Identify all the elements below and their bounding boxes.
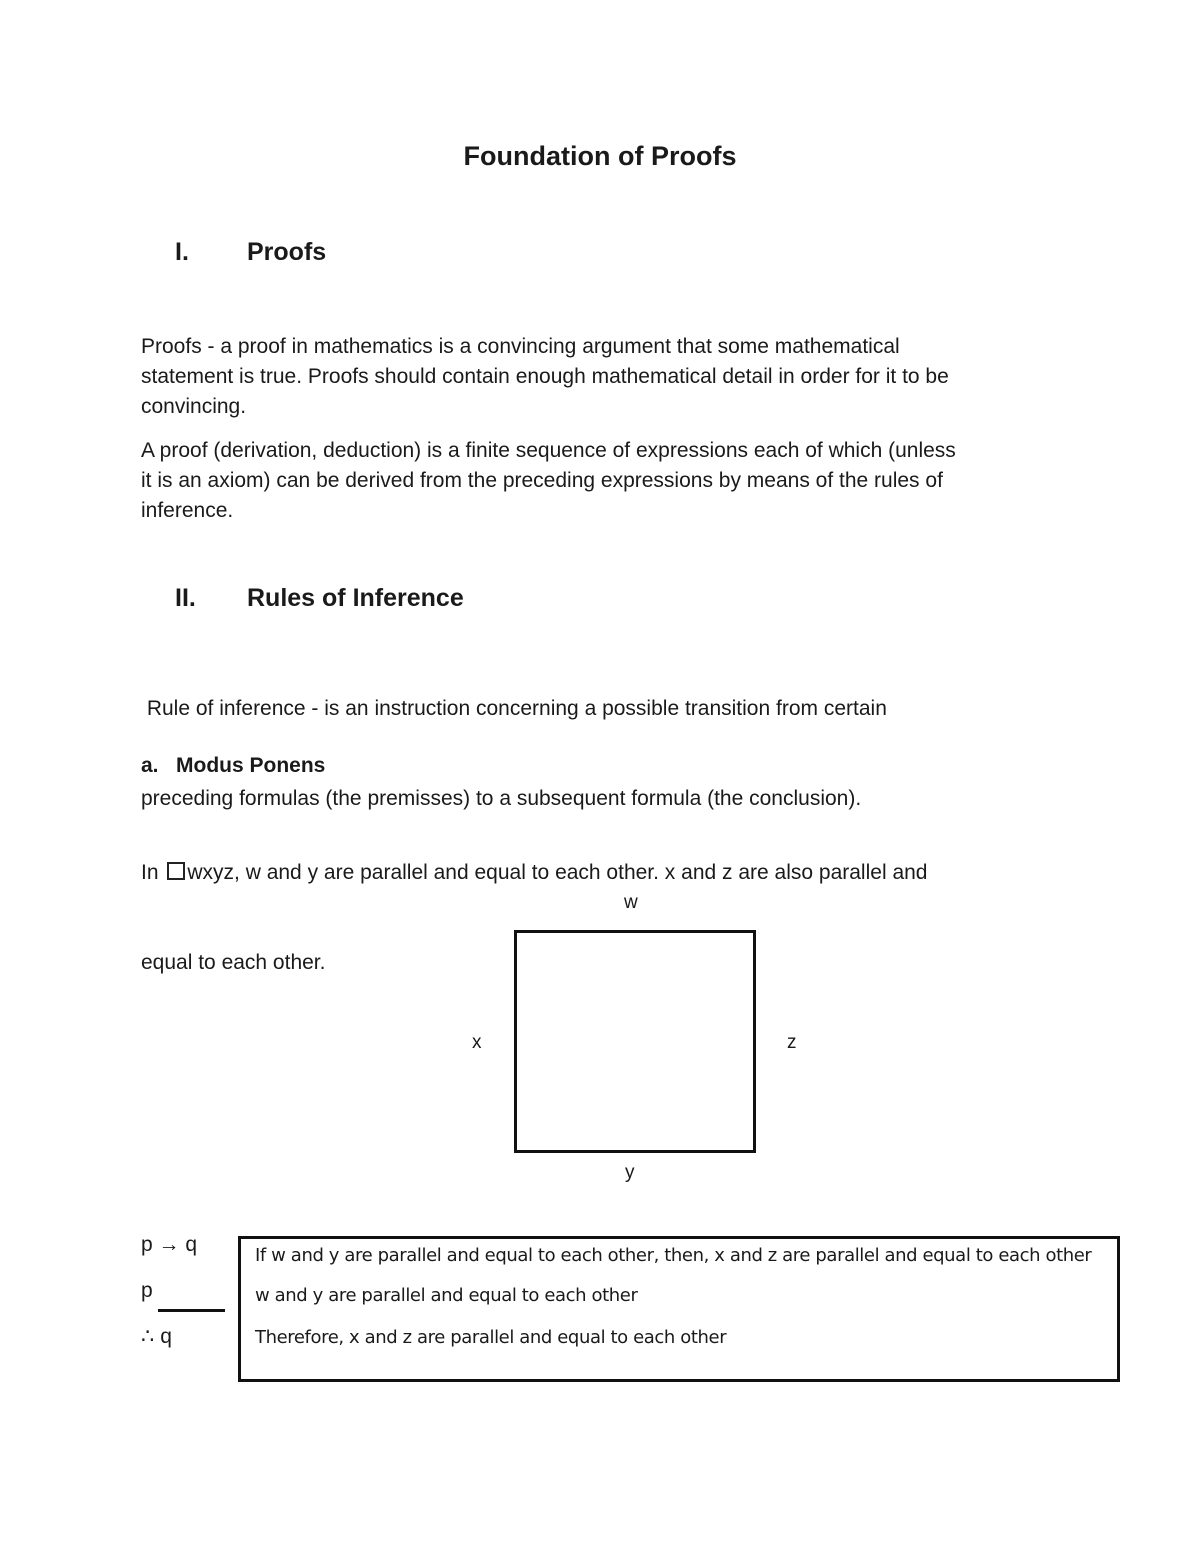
- label-z: z: [787, 1032, 797, 1053]
- proofs-definition-paragraph: [141, 332, 1081, 422]
- section-2-title: Rules of Inference: [247, 584, 464, 612]
- intro-prefix: In: [141, 861, 165, 884]
- subsection-heading: [141, 754, 325, 778]
- text-line: Proofs - a proof in mathematics is a convincing argument that some mathematical: [141, 335, 900, 358]
- text-line: preceding formulas (the premisses) to a subsequent formula (the conclusion).: [141, 787, 862, 810]
- text-line: [141, 858, 1081, 888]
- intro-line-1: wxyz, w and y are parallel and equal to each other. x and z are also parallel and: [187, 861, 928, 884]
- subsection-title: Modus Ponens: [176, 754, 326, 777]
- argument-conclusion: Therefore, x and z are parallel and equal to each other: [255, 1327, 727, 1348]
- text-line: convincing.: [141, 395, 247, 418]
- label-w: w: [624, 892, 638, 913]
- text-line: inference.: [141, 499, 234, 522]
- argument-premise-1: If w and y are parallel and equal to each other, then, x and z are parallel and equal to each other: [255, 1245, 1092, 1266]
- quadrilateral-icon: [167, 862, 185, 880]
- text-line: equal to each other.: [141, 951, 326, 974]
- proof-derivation-paragraph: [141, 436, 1081, 526]
- logic-premise-1: p → q: [141, 1233, 198, 1256]
- text-line: it is an axiom) can be derived from the preceding expressions by means of the rules of: [141, 469, 943, 492]
- text-line: statement is true. Proofs should contain enough mathematical detail in order for it to be: [141, 365, 949, 388]
- section-2-number: II.: [175, 584, 196, 612]
- quadrilateral-figure: [514, 930, 756, 1153]
- document-title: Foundation of Proofs: [463, 141, 737, 171]
- conclusion-divider: [158, 1309, 225, 1312]
- subsection-letter: a.: [141, 754, 159, 777]
- section-1-title: Proofs: [247, 238, 327, 266]
- argument-premise-2: w and y are parallel and equal to each other: [255, 1285, 638, 1306]
- logic-premise-2: p: [141, 1279, 153, 1302]
- text-line: Rule of inference - is an instruction concerning a possible transition from certain: [141, 697, 887, 720]
- section-1-number: I.: [175, 238, 189, 266]
- logic-conclusion: ∴ q: [141, 1325, 172, 1348]
- label-y: y: [625, 1162, 635, 1183]
- label-x: x: [472, 1032, 482, 1053]
- text-line: A proof (derivation, deduction) is a finite sequence of expressions each of which (unless: [141, 439, 956, 462]
